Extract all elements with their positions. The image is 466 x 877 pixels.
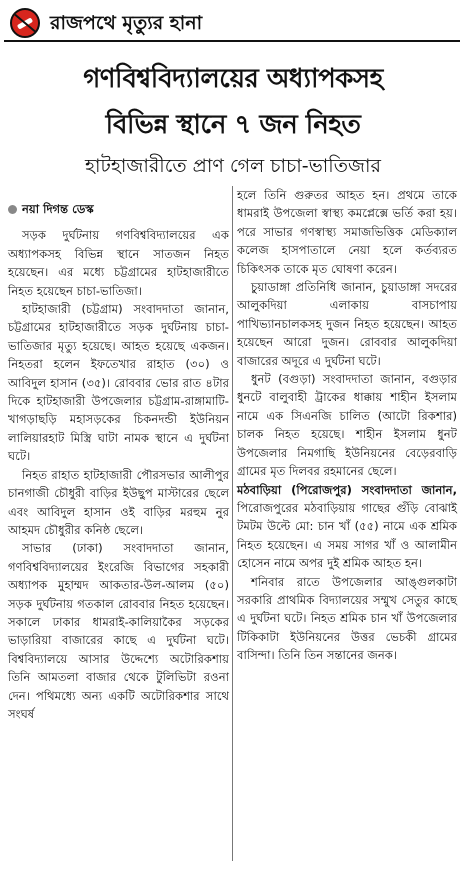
column-divider bbox=[232, 186, 233, 861]
paragraph: নিহত রাহাত হাটহাজারী পৌরসভার আলীপুর চানগাজী চৌধুরী বাড়ির ইউছুপ মাস্টারের ছেলে এবং আবিদুল হাসান ওই বাড়ির মরহুম নুর আহমদ চৌধুরীর কনিষ্ঠ ছেলে। bbox=[8, 467, 229, 537]
accident-logo-icon bbox=[10, 8, 40, 38]
subheadline: হাটহাজারীতে প্রাণ গেল চাচা-ভাতিজার bbox=[85, 155, 381, 177]
dateline-lead: মঠবাড়িয়া (পিরোজপুর) সংবাদদাতা জানান, bbox=[237, 482, 457, 497]
section-rule bbox=[4, 40, 460, 42]
headline-line-2: বিভিন্ন স্থানে ৭ জন নিহত bbox=[105, 110, 361, 140]
byline-text: নয়া দিগন্ত ডেস্ক bbox=[22, 202, 94, 216]
dateline-body: পিরোজপুরের মঠবাড়িয়ায় গাছের গুঁড়ি বোঝাই টমটম উল্টে মো: চান খাঁ (৫৫) নামে এক শ্রমিক নিহত হয়েছেন। এ সময় সাগর খাঁ ও আলামীন হোসেন নামে অপর দুই শ্রমিক আহত হন। bbox=[237, 500, 457, 571]
paragraph: শনিবার রাতে উপজেলার আঙ্গুলকাটা সরকারি প্রাথমিক বিদ্যালয়ের সম্মুখ সেতুর কাছে এ দুর্ঘটনা ঘটে। নিহত শ্রমিক চান খাঁ উপজেলার টিকিকাটা ইউনিয়নের উত্তর ভেচকী গ্রামের বাসিন্দা। তিনি তিন সন্তানের জনক। bbox=[237, 574, 457, 663]
article-column-left bbox=[8, 200, 229, 723]
bullet-icon bbox=[8, 205, 17, 214]
headline-line-1: গণবিশ্ববিদ্যালয়ের অধ্যাপকসহ bbox=[83, 64, 383, 94]
paragraph: হলে তিনি গুরুতর আহত হন। প্রথমে তাকে ধামরাই উপজেলা স্বাস্থ্য কমপ্লেক্সে ভর্তি করা হয়। পরে সাভার গণস্বাস্থ্য সমাজভিত্তিক মেডিক্যাল কলেজ হাসপাতালে নেয়া হলে কর্তব্যরত চিকিৎসক তাকে মৃত ঘোষণা করেন। bbox=[237, 188, 457, 276]
byline bbox=[8, 200, 229, 218]
article-column-right bbox=[237, 186, 457, 665]
paragraph-mathbaria bbox=[237, 481, 457, 573]
paragraph: ধুনট (বগুড়া) সংবাদদাতা জানান, বগুড়ার ধুনটে বালুবাহী ট্রাকের ধাক্কায় শাহীন ইসলাম নামে এক সিএনজি চালিত (আটো রিকশার) চালক নিহত হয়েছে। শাহীন ইসলাম ধুনট উপজেলার নিমগাছি ইউনিয়নের বেড়েরবাড়ি গ্রামের মৃত দিলবর রহমানের ছেলে। bbox=[237, 372, 457, 479]
paragraph: সাভার (ঢাকা) সংবাদদাতা জানান, গণবিশ্ববিদ্যালয়ের ইংরেজি বিভাগের সহকারী অধ্যাপক মুহাম্মদ আকতার-উল-আলম (৫০) সড়ক দুর্ঘটনায় গতকাল রোববার নিহত হয়েছেন। সকালে ঢাকার ধামরাই-কালিয়াকৈর সড়কের ভাড়ারিয়া বাজারের কাছে এ দুর্ঘটনা ঘটে। বিশ্ববিদ্যালয়ে আসার উদ্দেশ্যে অটোরিকশায় তিনি আমতলা বাজার থেকে টুলিভিটা রওনা দেন। পথিমধ্যে অন্য একটি অটোরিকশার সাথে সংঘর্ষ bbox=[8, 541, 229, 721]
paragraph: চুয়াডাঙ্গা প্রতিনিধি জানান, চুয়াডাঙ্গা সদরের আলুকদিয়া এলাকায় বাসচাপায় পাখিভ্যানচালকসহ দুজন নিহত হয়েছেন। আহত হয়েছেন আরো দুজন। রোববার আলুকদিয়া বাজারের অদূরে এ দুর্ঘটনা ঘটে। bbox=[237, 280, 457, 368]
section-label: রাজপথে মৃত্যুর হানা bbox=[50, 12, 203, 34]
section-header bbox=[4, 6, 460, 40]
paragraph: সড়ক দুর্ঘটনায় গণবিশ্ববিদ্যালয়ের এক অধ্যাপকসহ বিভিন্ন স্থানে সাতজন নিহত হয়েছেন। এর মধ্যে চট্টগ্রামের হাটহাজারীতে নিহত হয়েছেন চাচা-ভাতিজা। bbox=[8, 228, 229, 298]
paragraph: হাটহাজারী (চট্টগ্রাম) সংবাদদাতা জানান, চট্টগ্রামের হাটহাজারীতে সড়ক দুর্ঘটনায় চাচা-ভাতিজার মৃত্যু হয়েছে। আহত হয়েছে একজন। নিহতরা হলেন ইফতেখার রাহাত (৩০) ও আবিদুল হাসান (৩৫)। রোববার ভোর রাত ৪টার দিকে হাটহাজারী উপজেলার চট্টগ্রাম-রাঙ্গামাটি-খাগড়াছড়ি মহাসড়কের চিকনদন্ডী ইউনিয়ন লালিয়ারহাট মিস্ত্রি ঘাটা নামক স্থানে এ দুর্ঘটনা ঘটে। bbox=[8, 302, 229, 464]
